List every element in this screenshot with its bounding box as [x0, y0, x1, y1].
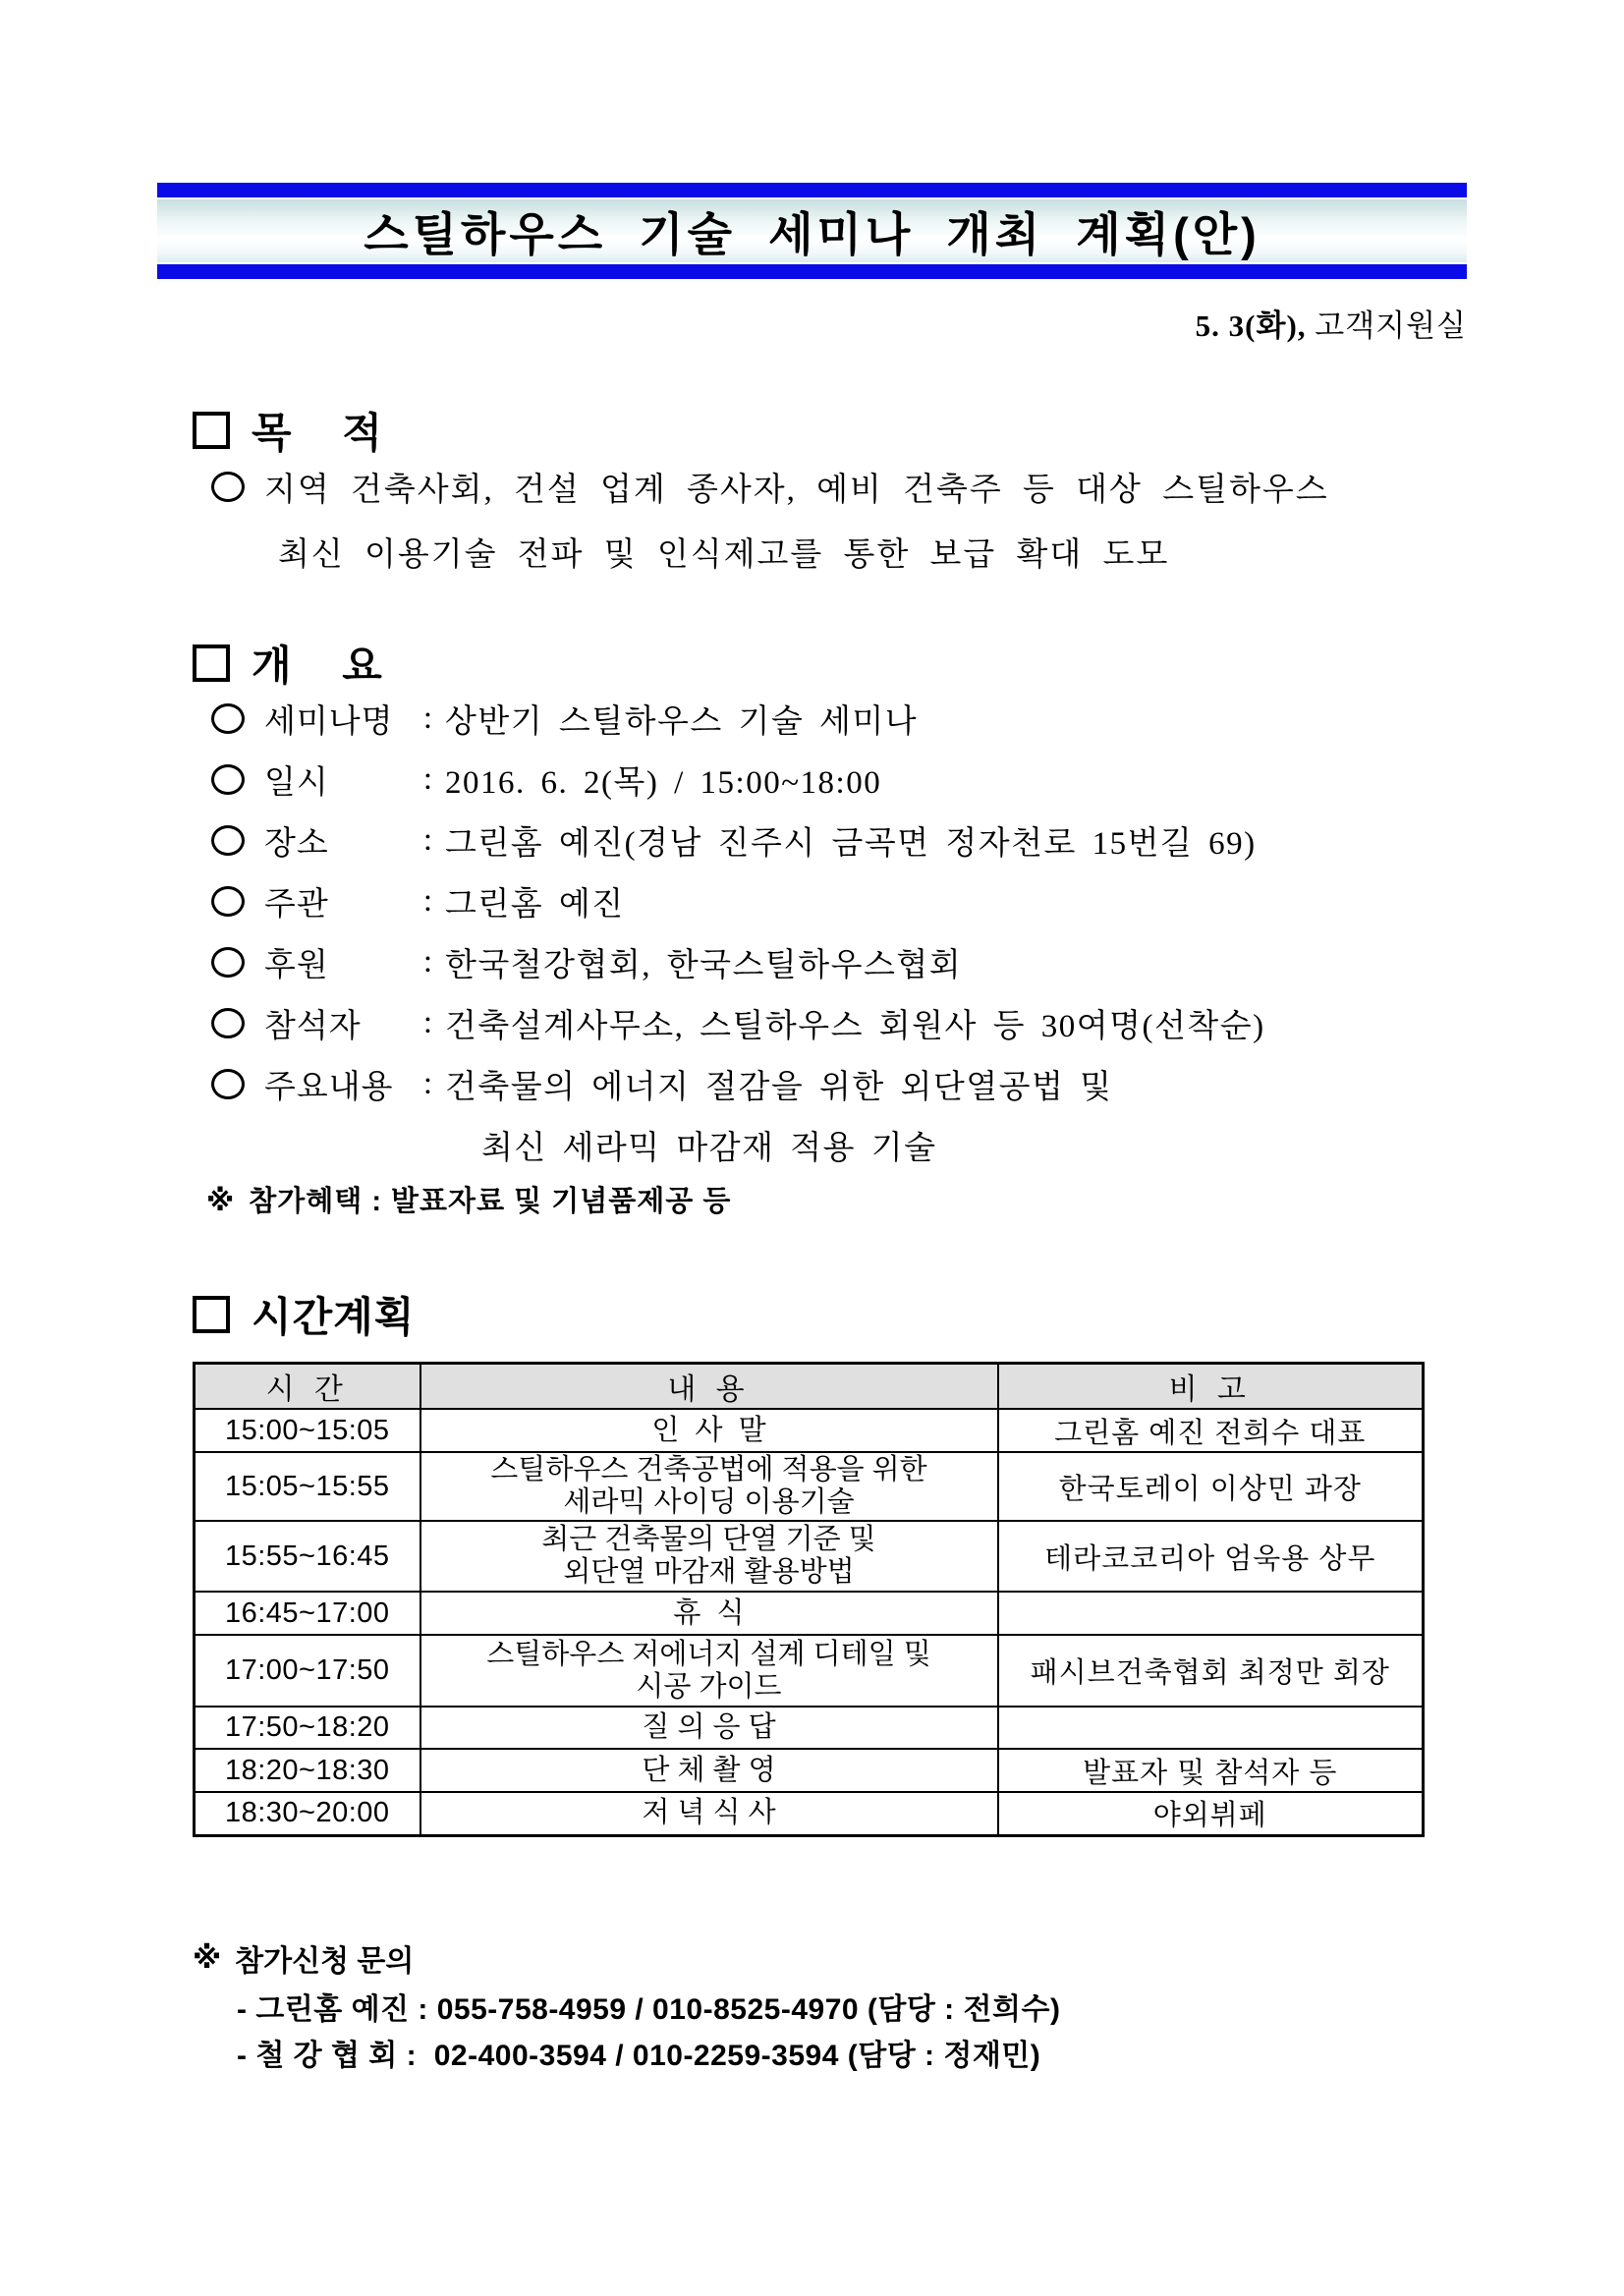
- table-row: [195, 1409, 1424, 1452]
- cell-time: 17:00~17:50: [195, 1635, 420, 1707]
- item-label: 후원: [264, 947, 329, 983]
- table-row: [195, 1749, 1424, 1792]
- content-line: 스틸하우스 건축공법에 적용을 위한: [490, 1454, 927, 1485]
- col-header-time: 시 간: [195, 1364, 420, 1410]
- circle-bullet-icon: [211, 825, 245, 856]
- circle-bullet-icon: [211, 1069, 245, 1099]
- item-value: 그린홈 예진: [445, 886, 625, 923]
- item-colon: :: [422, 1065, 434, 1101]
- section-heading-overview: [193, 634, 383, 693]
- item-label: 주관: [264, 886, 329, 923]
- content-line: 스틸하우스 저에너지 설계 디테일 및: [486, 1638, 931, 1670]
- content-line: 인 사 말: [651, 1414, 766, 1446]
- square-bullet-icon: [193, 1296, 230, 1333]
- item-label: 참석자: [264, 1008, 362, 1044]
- col-header-content: 내 용: [420, 1364, 998, 1410]
- item-colon: :: [422, 1004, 434, 1040]
- purpose-line: [278, 519, 1488, 584]
- content-line: 단 체 촬 영: [642, 1754, 776, 1786]
- department-text: 고객지원실: [1306, 308, 1467, 343]
- contact-note: [193, 1933, 1060, 1983]
- cell-time: 17:50~18:20: [195, 1707, 420, 1749]
- page-title: 스틸하우스 기술 세미나 개최 계획(안): [364, 207, 1260, 260]
- item-colon: :: [422, 882, 434, 919]
- cell-time: 18:20~18:30: [195, 1749, 420, 1792]
- square-bullet-icon: [193, 412, 230, 449]
- cell-content: [420, 1592, 998, 1635]
- cell-remark: 한국토레이 이상민 과장: [998, 1452, 1424, 1521]
- item-colon: :: [422, 943, 434, 980]
- title-banner: [157, 183, 1467, 279]
- overview-list: [211, 688, 1265, 1175]
- item-value: 건축설계사무소, 스틸하우스 회원사 등 30여명(선착순): [445, 1008, 1265, 1044]
- circle-bullet-icon: [211, 886, 245, 917]
- item-label: 장소: [264, 825, 329, 862]
- overview-heading-text: 개 요: [252, 643, 383, 689]
- content-line: 질 의 응 답: [642, 1711, 776, 1743]
- cell-time: 18:30~20:00: [195, 1792, 420, 1835]
- table-header-row: [195, 1364, 1424, 1410]
- section-heading-purpose: [193, 401, 383, 460]
- purpose-line-text: 최신 이용기술 전파 및 인식제고를 통한 보급 확대 도모: [278, 536, 1170, 573]
- cell-content: [420, 1635, 998, 1707]
- cell-content: [420, 1409, 998, 1452]
- cell-remark: 야외뷔페: [998, 1792, 1424, 1835]
- schedule-heading-text: 시간계획: [252, 1294, 416, 1340]
- item-value: 한국철강협회, 한국스틸하우스협회: [445, 947, 963, 983]
- table-row: [195, 1707, 1424, 1749]
- cell-time: 16:45~17:00: [195, 1592, 420, 1635]
- schedule-table: [193, 1362, 1425, 1837]
- cell-time: 15:05~15:55: [195, 1452, 420, 1521]
- cell-time: 15:00~15:05: [195, 1409, 420, 1452]
- list-item: [211, 810, 1265, 870]
- content-line: 시공 가이드: [636, 1670, 782, 1703]
- list-item: [211, 931, 1265, 992]
- item-value: 2016. 6. 2(목) / 15:00~18:00: [445, 764, 882, 801]
- table-row: [195, 1592, 1424, 1635]
- list-item: [211, 1053, 1265, 1114]
- square-bullet-icon: [193, 644, 230, 682]
- circle-bullet-icon: [211, 1008, 245, 1038]
- reference-mark-icon: ※: [193, 1941, 222, 1975]
- table-row: [195, 1635, 1424, 1707]
- contact-block: [193, 1933, 1060, 2075]
- reference-mark-icon: ※: [206, 1186, 236, 1217]
- item-label: 세미나명: [264, 703, 394, 740]
- date-text: 5. 3(화),: [1195, 308, 1307, 343]
- list-item: [211, 688, 1265, 749]
- table-row: [195, 1521, 1424, 1592]
- cell-remark: 테라코코리아 엄욱용 상무: [998, 1521, 1424, 1592]
- cell-remark: 발표자 및 참석자 등: [998, 1749, 1424, 1792]
- cell-remark: 그린홈 예진 전희수 대표: [998, 1409, 1424, 1452]
- item-value: 상반기 스틸하우스 기술 세미나: [445, 703, 919, 740]
- banner-body: [157, 199, 1467, 262]
- content-line: 외단열 마감재 활용방법: [563, 1556, 855, 1588]
- list-item: [211, 992, 1265, 1053]
- list-item: [211, 749, 1265, 810]
- circle-bullet-icon: [211, 764, 245, 795]
- item-colon: :: [422, 821, 434, 858]
- section-heading-schedule: [193, 1285, 415, 1344]
- content-line: 휴 식: [673, 1596, 745, 1629]
- item-label: 일시: [264, 764, 329, 801]
- contact-note-text: 참가신청 문의: [235, 1945, 415, 1978]
- cell-content: [420, 1452, 998, 1521]
- item-colon: :: [422, 760, 434, 797]
- item-value: 그린홈 예진(경남 진주시 금곡면 정자천로 15번길 69): [445, 825, 1257, 862]
- benefit-note: [206, 1179, 731, 1219]
- content-line: 세라믹 사이딩 이용기술: [563, 1486, 855, 1518]
- item-value-continuation: 최신 세라믹 마감재 적용 기술: [481, 1130, 937, 1166]
- banner-top-bar: [157, 183, 1467, 197]
- purpose-line: [211, 454, 1488, 519]
- contact-line: - 그린홈 예진 : 055-758-4959 / 010-8525-4970 (담당 : 전희수): [237, 1992, 1061, 2026]
- item-value: 건축물의 에너지 절감을 위한 외단열공법 및: [445, 1069, 1113, 1105]
- purpose-line-text: 지역 건축사회, 건설 업계 종사자, 예비 건축주 등 대상 스틸하우스: [264, 472, 1329, 508]
- content-line: 최근 건축물의 단열 기준 및: [541, 1524, 876, 1555]
- circle-bullet-icon: [211, 703, 245, 734]
- table-row: [195, 1792, 1424, 1835]
- banner-bottom-bar: [157, 264, 1467, 279]
- cell-content: [420, 1792, 998, 1835]
- item-colon: :: [422, 700, 434, 736]
- content-line: 저 녁 식 사: [642, 1797, 776, 1829]
- benefit-note-text: 참가혜택 : 발표자료 및 기념품제공 등: [249, 1186, 732, 1217]
- list-item: [211, 870, 1265, 931]
- cell-content: [420, 1749, 998, 1792]
- circle-bullet-icon: [211, 472, 245, 502]
- cell-time: 15:55~16:45: [195, 1521, 420, 1592]
- contact-line: - 철 강 협 회 : 02-400-3594 / 010-2259-3594 (담당 : 정재민): [237, 2039, 1041, 2072]
- circle-bullet-icon: [211, 947, 245, 978]
- purpose-body: [211, 454, 1488, 584]
- item-label: 주요내용: [264, 1069, 394, 1105]
- date-line: [157, 301, 1467, 345]
- purpose-heading-text: 목 적: [252, 410, 383, 456]
- col-header-remark: 비 고: [998, 1364, 1424, 1410]
- cell-content: [420, 1521, 998, 1592]
- cell-content: [420, 1707, 998, 1749]
- table-row: [195, 1452, 1424, 1521]
- cell-remark: [998, 1707, 1424, 1749]
- cell-remark: 패시브건축협회 최정만 회장: [998, 1635, 1424, 1707]
- cell-remark: [998, 1592, 1424, 1635]
